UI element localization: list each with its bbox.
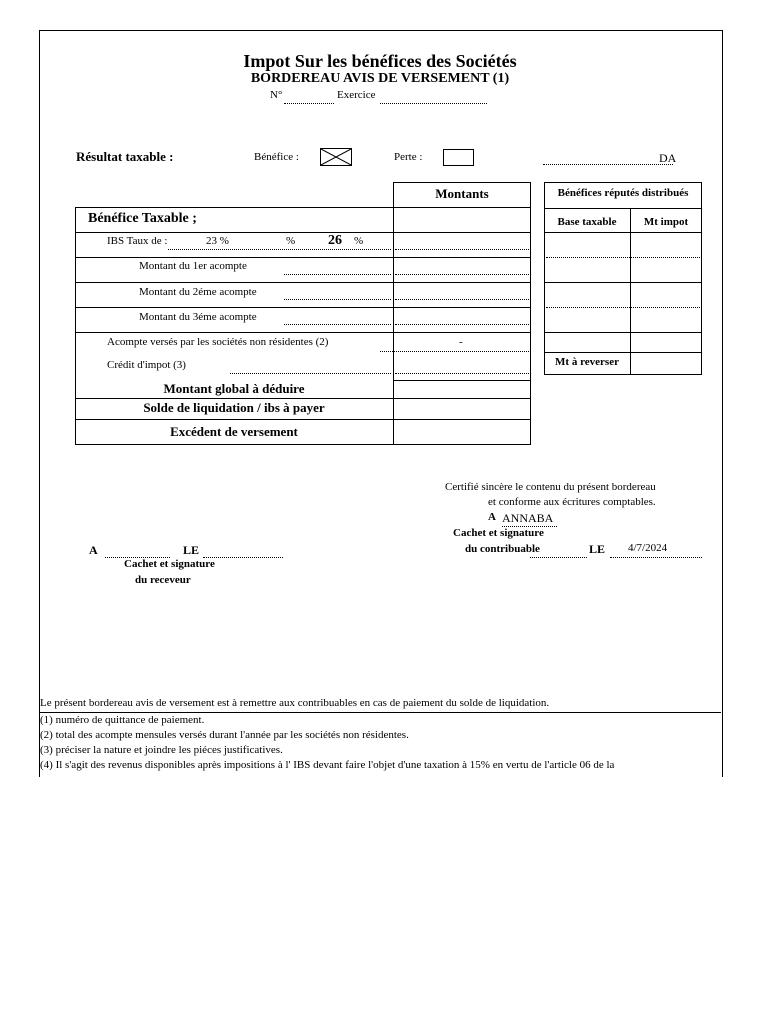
ibs-dotted	[168, 249, 391, 250]
currency-label: DA	[659, 151, 677, 165]
main-table-divider	[393, 207, 394, 445]
acompte2-dotted	[284, 299, 391, 300]
row-sep	[75, 307, 531, 308]
ibs-pct2: %	[354, 235, 364, 247]
cert-le-label: LE	[589, 542, 606, 556]
acompte1-field[interactable]	[395, 274, 529, 275]
numero-field[interactable]	[284, 103, 334, 104]
note-intro: Le présent bordereau avis de versement est à remettre aux contribuables en cas de paiement du solde de liquidation.	[40, 697, 550, 709]
benefice-checkbox[interactable]	[320, 148, 352, 166]
resultat-label: Résultat taxable :	[76, 149, 174, 164]
note-4: (4) Il s'agit des revenus disponibles après impositions à l' IBS devant faire l'objet d'une taxation à 15% en vertu de l'article 06 de la	[40, 759, 615, 771]
mt-impot-header: Mt impot	[643, 216, 689, 228]
acompte1-dotted	[284, 274, 391, 275]
row-sep	[544, 352, 702, 353]
acompte-non-res-label: Acompte versés par les sociétés non résidentes (2)	[107, 336, 329, 348]
note-2: (2) total des acompte mensules versés durant l'année par les sociétés non résidentes.	[40, 729, 409, 741]
mt-reverser-label: Mt à reverser	[555, 356, 619, 368]
base-taxable-header: Base taxable	[557, 216, 617, 228]
acompte1-label: Montant du 1er acompte	[139, 260, 247, 272]
cross-icon	[321, 149, 351, 165]
credit-impot-field[interactable]	[395, 373, 529, 374]
row-sep	[544, 208, 702, 209]
acompte3-dotted	[284, 324, 391, 325]
benefice-taxable-label: Bénéfice Taxable ;	[88, 211, 197, 226]
solde-label: Solde de liquidation / ibs à payer	[143, 400, 325, 415]
acompte3-field[interactable]	[395, 324, 529, 325]
side-table-divider	[630, 208, 631, 375]
recv-cachet2: du receveur	[135, 574, 191, 586]
cert-line1: Certifié sincère le contenu du présent bordereau	[445, 481, 656, 493]
side-table	[544, 182, 702, 375]
excedent-label: Excédent de versement	[170, 424, 298, 439]
ibs-label: IBS Taux de :	[107, 235, 168, 247]
side-table-header: Bénéfices réputés distribués	[557, 187, 689, 199]
ibs-rate2: 26	[328, 233, 342, 248]
ibs-amount-field[interactable]	[395, 249, 529, 250]
cert-cachet2: du contribuable	[465, 543, 540, 555]
recv-date-field[interactable]	[203, 557, 283, 558]
resultat-amount-field[interactable]	[543, 164, 673, 165]
acompte3-label: Montant du 3éme acompte	[139, 311, 257, 323]
exercice-field[interactable]	[380, 103, 487, 104]
note-1: (1) numéro de quittance de paiement.	[40, 714, 205, 726]
side-row[interactable]	[546, 307, 700, 308]
numero-label: N°	[270, 89, 283, 101]
cert-date: 4/7/2024	[628, 542, 668, 554]
row-sep	[75, 419, 531, 420]
credit-impot-label: Crédit d'impot (3)	[107, 359, 186, 371]
note-3: (3) préciser la nature et joindre les piéces justificatives.	[40, 744, 283, 756]
recv-cachet1: Cachet et signature	[124, 558, 215, 570]
montant-global-label: Montant global à déduire	[163, 381, 305, 396]
row-sep	[75, 257, 531, 258]
cert-a-label: A	[488, 511, 496, 523]
acompte2-field[interactable]	[395, 299, 529, 300]
document-title: Impot Sur les bénéfices des Sociétés	[243, 51, 517, 71]
ibs-rate1: 23 %	[206, 235, 229, 247]
credit-dotted	[230, 373, 391, 374]
perte-label: Perte :	[394, 151, 423, 163]
acompte2-label: Montant du 2éme acompte	[139, 286, 257, 298]
row-sep	[393, 380, 531, 381]
row-sep	[75, 332, 531, 333]
benefice-label: Bénéfice :	[254, 151, 299, 163]
side-row[interactable]	[546, 257, 700, 258]
row-sep	[75, 282, 531, 283]
recv-le-label: LE	[183, 543, 200, 557]
ibs-pct: %	[286, 235, 296, 247]
cert-city: ANNABA	[502, 511, 554, 525]
row-sep	[544, 232, 702, 233]
exercice-label: Exercice	[337, 89, 376, 101]
recv-a-label: A	[89, 543, 98, 557]
montants-header: Montants	[435, 186, 489, 201]
row-sep	[544, 282, 702, 283]
document-subtitle: BORDEREAU AVIS DE VERSEMENT (1)	[250, 71, 510, 86]
row-sep	[75, 232, 531, 233]
cert-cachet1: Cachet et signature	[453, 527, 544, 539]
cert-date-field[interactable]	[610, 557, 702, 558]
acompte-non-res-value: -	[459, 336, 463, 348]
row-sep	[75, 398, 531, 399]
cert-line2: et conforme aux écritures comptables.	[488, 496, 656, 508]
perte-checkbox[interactable]	[443, 149, 474, 166]
acompte-non-res-field[interactable]	[380, 351, 529, 352]
row-sep	[544, 332, 702, 333]
cert-dotted	[530, 557, 587, 558]
notes-separator	[39, 712, 721, 713]
